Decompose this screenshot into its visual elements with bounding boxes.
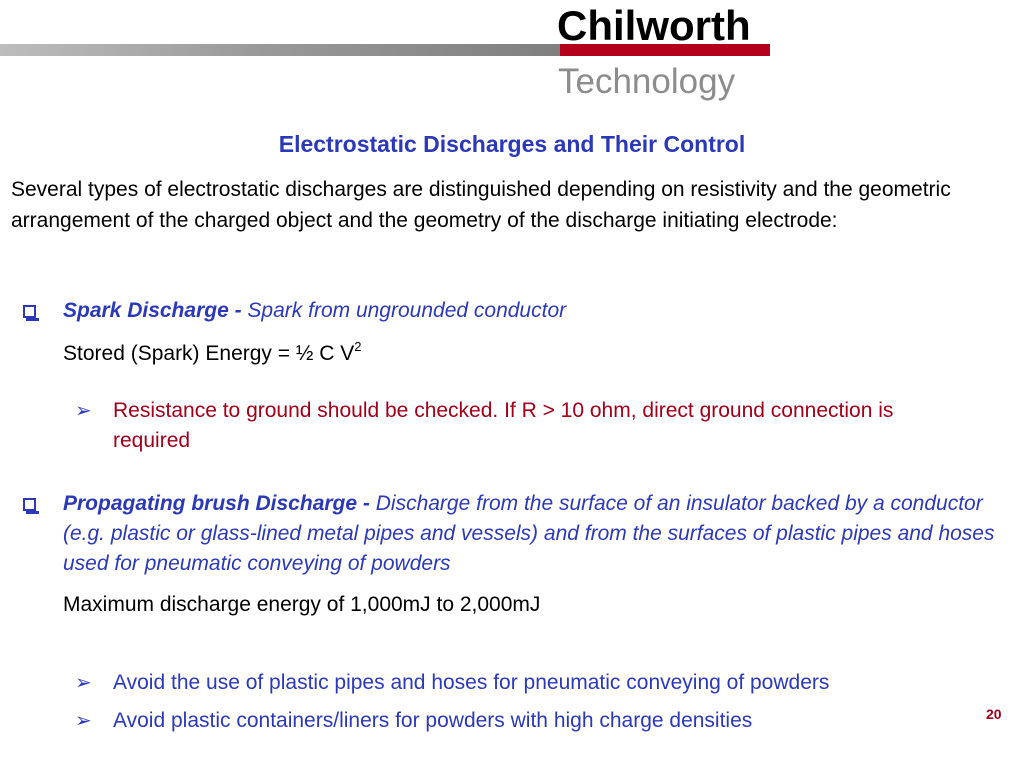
brush-energy-text: Maximum discharge energy of 1,000mJ to 2,000mJ [63, 593, 541, 616]
arrow-bullet-icon: ➢ [75, 672, 92, 694]
page-number: 20 [986, 706, 1002, 722]
brush-sub-bullet-2 [75, 706, 975, 736]
spark-energy-text: Stored (Spark) Energy = ½ C V [63, 342, 355, 365]
bullet-propagating-brush-discharge [20, 489, 1015, 579]
spark-energy-formula [63, 339, 361, 366]
header-gray-bar [0, 44, 560, 56]
brush-sub-bullet-1-text: Avoid the use of plastic pipes and hoses for pneumatic conveying of powders [113, 671, 830, 694]
brush-heading: Propagating brush Discharge - [63, 492, 370, 515]
intro-paragraph: Several types of electrostatic discharges are distinguished depending on resistivity and the geometric arrangement of the charged object and the geometry of the discharge initiating electrode: [11, 178, 951, 232]
hollow-square-bullet-icon [23, 498, 36, 511]
arrow-bullet-icon: ➢ [75, 400, 92, 422]
spark-energy-superscript: 2 [354, 339, 362, 354]
slide-title: Electrostatic Discharges and Their Control [278, 131, 746, 157]
brush-description: Discharge from the surface of an insulator backed by a conductor (e.g. plastic or glass-lined metal pipes and vessels) and from the surfaces of plastic pipes and hoses used for pneumatic conveying of powders [63, 492, 995, 575]
hollow-square-bullet-icon [23, 305, 36, 318]
bullet-spark-discharge [20, 296, 1015, 326]
brush-sub-bullet-1 [75, 668, 975, 698]
spark-heading: Spark Discharge - [63, 299, 242, 322]
logo-sub-text: Technology [558, 62, 736, 101]
spark-description: Spark from ungrounded conductor [247, 299, 567, 322]
spark-sub-bullet-text: Resistance to ground should be checked. If R > 10 ohm, direct ground connection is required [113, 399, 894, 452]
logo-main-text: Chilworth [557, 2, 751, 49]
brush-sub-bullet-2-text: Avoid plastic containers/liners for powders with high charge densities [113, 709, 753, 732]
arrow-bullet-icon: ➢ [75, 710, 92, 732]
spark-sub-bullet [75, 396, 975, 456]
